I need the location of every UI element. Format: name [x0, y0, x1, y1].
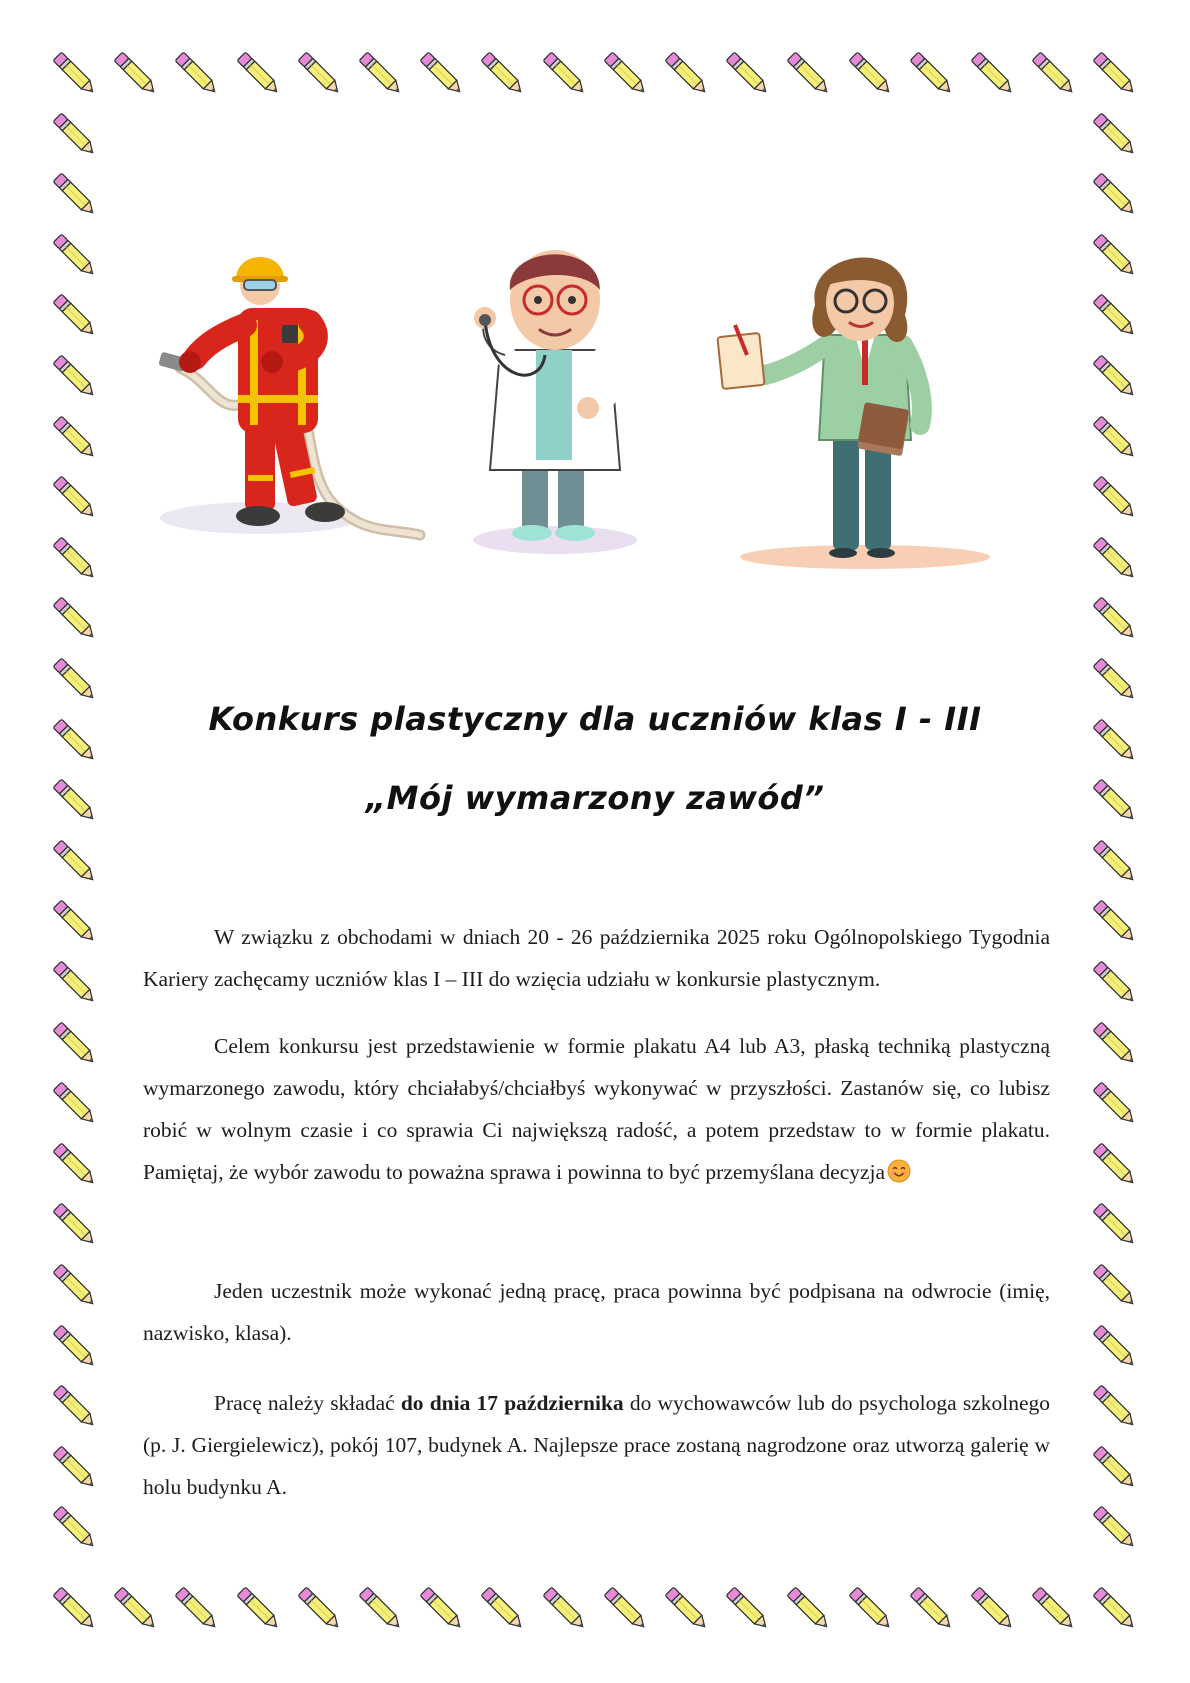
pencil-icon: [46, 469, 104, 527]
pencil-icon: [1086, 1439, 1144, 1497]
pencil-icon: [1086, 651, 1144, 709]
pencil-icon: [46, 893, 104, 951]
pencil-icon: [474, 1580, 532, 1638]
pencil-icon: [46, 530, 104, 588]
pencil-icon: [46, 1136, 104, 1194]
pencil-icon: [1086, 1318, 1144, 1376]
pencil-icon: [1025, 45, 1083, 103]
pencil-icon: [1086, 227, 1144, 285]
paragraph-intro: [143, 916, 1050, 1000]
pencil-icon: [46, 1196, 104, 1254]
pencil-icon: [536, 45, 594, 103]
paragraph-rules: [143, 1270, 1050, 1354]
pencil-icon: [597, 45, 655, 103]
pencil-icon: [291, 1580, 349, 1638]
pencil-icon: [46, 166, 104, 224]
paragraph-intro-text: W związku z obchodami w dniach 20 - 26 października 2025 roku Ogólnopolskiego Tygodnia Kariery zachęcamy uczniów klas I – III do wzięcia udziału w konkursie plastycznym.: [143, 925, 1050, 991]
pencil-icon: [1086, 1196, 1144, 1254]
pencil-icon: [46, 833, 104, 891]
pencil-icon: [1086, 348, 1144, 406]
pencil-icon: [842, 45, 900, 103]
pencil-icon: [903, 45, 961, 103]
paragraph-goal-text: Celem konkursu jest przedstawienie w formie plakatu A4 lub A3, płaską techniką plastyczną wymarzonego zawodu, który chciałabyś/chciałbyś wykonywać w przyszłości. Zastanów się, co lubisz robić w wolnym czasie i co sprawia Ci największą radość, a potem przedstaw to w formie plakatu. Pamiętaj, że wybór zawodu to poważna sprawa i powinna to być przemyślana decyzja: [143, 1034, 1050, 1184]
pencil-icon: [780, 45, 838, 103]
pencil-icon: [46, 1439, 104, 1497]
pencil-icon: [1086, 45, 1144, 103]
teacher-illustration: [715, 235, 1005, 575]
pencil-icon: [46, 1257, 104, 1315]
pencil-icon: [1086, 1580, 1144, 1638]
pencil-icon: [230, 1580, 288, 1638]
pencil-icon: [1086, 1378, 1144, 1436]
pencil-icon: [46, 1075, 104, 1133]
pencil-icon: [903, 1580, 961, 1638]
pencil-icon: [352, 1580, 410, 1638]
pencil-icon: [1025, 1580, 1083, 1638]
pencil-icon: [1086, 409, 1144, 467]
contest-subtitle: „Mój wymarzony zawód”: [365, 779, 825, 817]
pencil-icon: [719, 45, 777, 103]
pencil-icon: [46, 45, 104, 103]
pencil-icon: [1086, 893, 1144, 951]
pencil-icon: [1086, 530, 1144, 588]
pencil-icon: [291, 45, 349, 103]
pencil-icon: [46, 954, 104, 1012]
pencil-icon: [413, 1580, 471, 1638]
paragraph-deadline-text: Pracę należy składać: [214, 1391, 401, 1415]
pencil-icon: [46, 1580, 104, 1638]
doctor-illustration: [460, 240, 650, 560]
pencil-icon: [413, 45, 471, 103]
pencil-icon: [474, 45, 532, 103]
pencil-icon: [719, 1580, 777, 1638]
pencil-icon: [964, 1580, 1022, 1638]
pencil-icon: [107, 1580, 165, 1638]
pencil-icon: [1086, 469, 1144, 527]
pencil-icon: [107, 45, 165, 103]
pencil-icon: [46, 1318, 104, 1376]
paragraph-goal: [143, 1025, 1050, 1193]
pencil-icon: [1086, 1015, 1144, 1073]
pencil-icon: [536, 1580, 594, 1638]
pencil-icon: [842, 1580, 900, 1638]
pencil-icon: [352, 45, 410, 103]
pencil-icon: [168, 45, 226, 103]
pencil-icon: [230, 45, 288, 103]
pencil-icon: [1086, 1499, 1144, 1557]
pencil-icon: [46, 106, 104, 164]
pencil-icon: [46, 227, 104, 285]
pencil-icon: [1086, 833, 1144, 891]
pencil-icon: [964, 45, 1022, 103]
smiling-face-icon: [887, 1159, 911, 1183]
pencil-icon: [168, 1580, 226, 1638]
pencil-icon: [46, 590, 104, 648]
pencil-icon: [46, 772, 104, 830]
pencil-icon: [658, 45, 716, 103]
pencil-icon: [46, 1015, 104, 1073]
pencil-icon: [46, 409, 104, 467]
pencil-icon: [1086, 166, 1144, 224]
pencil-icon: [658, 1580, 716, 1638]
pencil-icon: [780, 1580, 838, 1638]
deadline-date: do dnia 17 października: [400, 1391, 624, 1415]
pencil-icon: [46, 1378, 104, 1436]
pencil-icon: [46, 1499, 104, 1557]
pencil-icon: [1086, 954, 1144, 1012]
pencil-icon: [1086, 1136, 1144, 1194]
pencil-icon: [46, 651, 104, 709]
pencil-icon: [1086, 1075, 1144, 1133]
pencil-icon: [1086, 287, 1144, 345]
pencil-icon: [1086, 772, 1144, 830]
pencil-icon: [1086, 106, 1144, 164]
pencil-icon: [46, 287, 104, 345]
pencil-icon: [46, 712, 104, 770]
pencil-icon: [1086, 712, 1144, 770]
paragraph-deadline: [143, 1382, 1050, 1508]
pencil-icon: [1086, 590, 1144, 648]
contest-title: Konkurs plastyczny dla uczniów klas I - III: [208, 700, 982, 738]
paragraph-rules-text: Jeden uczestnik może wykonać jedną pracę, praca powinna być podpisana na odwrocie (imię, nazwisko, klasa).: [143, 1279, 1050, 1345]
pencil-icon: [46, 348, 104, 406]
pencil-icon: [597, 1580, 655, 1638]
pencil-icon: [1086, 1257, 1144, 1315]
firefighter-illustration: [150, 250, 430, 550]
paragraph-deadline-rest: do wychowawców lub do psychologa szkolnego (p. J. Giergielewicz), pokój 107, budynek A. Najlepsze prace zostaną nagrodzone oraz utworzą galerię w holu budynku A.: [143, 1391, 1050, 1499]
